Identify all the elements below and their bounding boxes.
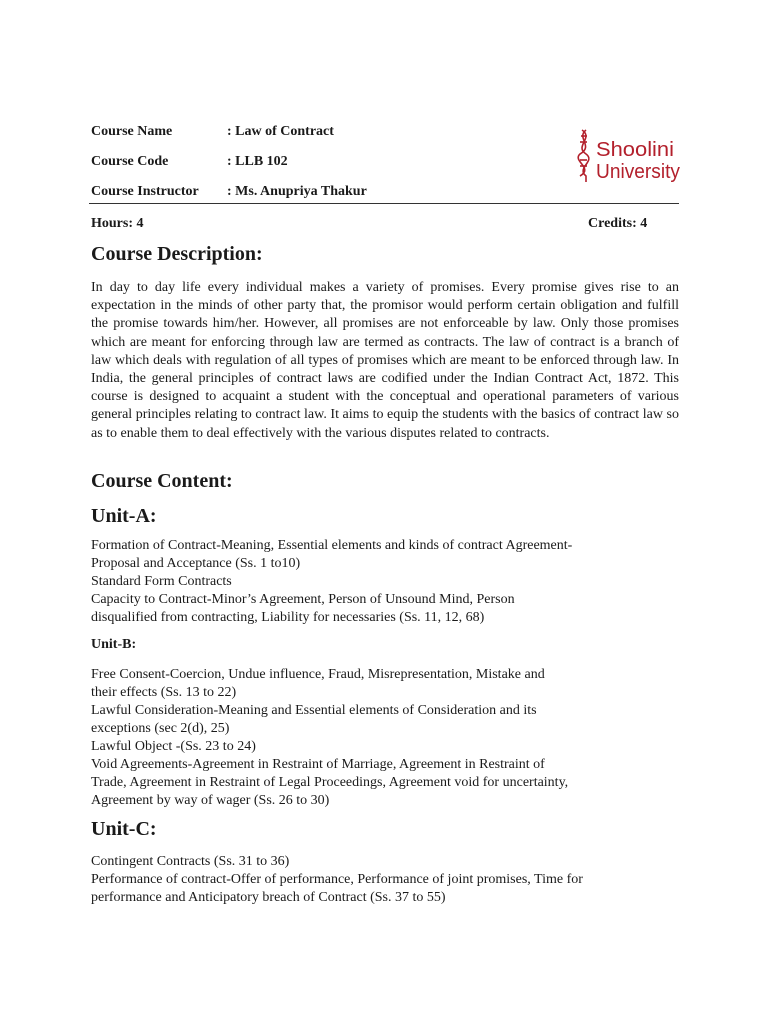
dna-helix-icon xyxy=(578,130,589,182)
unit-b-line: Void Agreements-Agreement in Restraint of Marriage, Agreement in Restraint of xyxy=(91,757,545,772)
hours-label: Hours: 4 xyxy=(91,216,144,231)
unit-a-line: Capacity to Contract-Minor’s Agreement, Person of Unsound Mind, Person xyxy=(91,592,515,607)
course-code-row xyxy=(91,154,367,184)
unit-b-line: Agreement by way of wager (Ss. 26 to 30) xyxy=(91,793,330,808)
unit-b-line: their effects (Ss. 13 to 22) xyxy=(91,685,237,700)
unit-c-line: Contingent Contracts (Ss. 31 to 36) xyxy=(91,854,290,869)
unit-b-line: Free Consent-Coercion, Undue influence, Fraud, Misrepresentation, Mistake and xyxy=(91,667,545,682)
unit-b-line: Lawful Consideration-Meaning and Essential elements of Consideration and its xyxy=(91,703,537,718)
course-instructor-row xyxy=(91,184,367,214)
logo-line-2: University xyxy=(596,161,680,183)
course-name-row xyxy=(91,124,367,154)
unit-b-line: Lawful Object -(Ss. 23 to 24) xyxy=(91,739,256,754)
course-code-value: : LLB 102 xyxy=(227,154,288,169)
unit-a-line: Formation of Contract-Meaning, Essential elements and kinds of contract Agreement- xyxy=(91,538,573,553)
unit-b-line: exceptions (sec 2(d), 25) xyxy=(91,721,230,736)
unit-c-line: Performance of contract-Offer of performance, Performance of joint promises, Time for xyxy=(91,872,583,887)
unit-c-line: performance and Anticipatory breach of Contract (Ss. 37 to 55) xyxy=(91,890,446,905)
course-name-value: : Law of Contract xyxy=(227,124,334,139)
unit-c-content xyxy=(91,853,691,907)
course-meta-table xyxy=(91,124,367,214)
course-code-label: Course Code xyxy=(91,154,169,169)
course-name-label: Course Name xyxy=(91,124,173,139)
unit-a-line: Standard Form Contracts xyxy=(91,574,232,589)
course-description-text: In day to day life every individual makes a variety of promises. Every promise gives rise to an expectation in the minds of other party that, the promisor would perform certain obligation and fulfill the promise towards him/her. However, all promises are not enforceable by law. Only those promises which are meant for enforcing through law are termed as contracts. The law of contract is a branch of law which deals with regulation of all types of promises which are meant to be enforced through law. In India, the general principles of contract laws are codified under the Indian Contract Act, 1872. This course is designed to acquaint a student with the conceptual and operational parameters of various general principles relating to contract law. It aims to equip the students with the basics of contract law so as to enable them to deal effectively with the various disputes related to contracts. xyxy=(91,280,679,441)
logo-line-1: Shoolini xyxy=(596,139,674,161)
course-instructor-value: : Ms. Anupriya Thakur xyxy=(227,184,367,199)
unit-b-line: Trade, Agreement in Restraint of Legal Proceedings, Agreement void for uncertainty, xyxy=(91,775,569,790)
header-divider xyxy=(89,203,679,204)
course-instructor-label: Course Instructor xyxy=(91,184,199,199)
unit-b-heading: Unit-B: xyxy=(91,637,137,652)
credits-label: Credits: 4 xyxy=(588,216,648,231)
course-description-heading: Course Description: xyxy=(91,243,263,265)
unit-a-line: Proposal and Acceptance (Ss. 1 to10) xyxy=(91,556,301,571)
unit-a-line: disqualified from contracting, Liability for necessaries (Ss. 11, 12, 68) xyxy=(91,610,485,625)
unit-b-content xyxy=(91,666,691,810)
unit-a-content xyxy=(91,537,691,627)
university-logo xyxy=(574,128,684,184)
unit-c-heading: Unit-C: xyxy=(91,818,157,840)
unit-a-heading: Unit-A: xyxy=(91,505,157,527)
course-content-heading: Course Content: xyxy=(91,470,233,492)
